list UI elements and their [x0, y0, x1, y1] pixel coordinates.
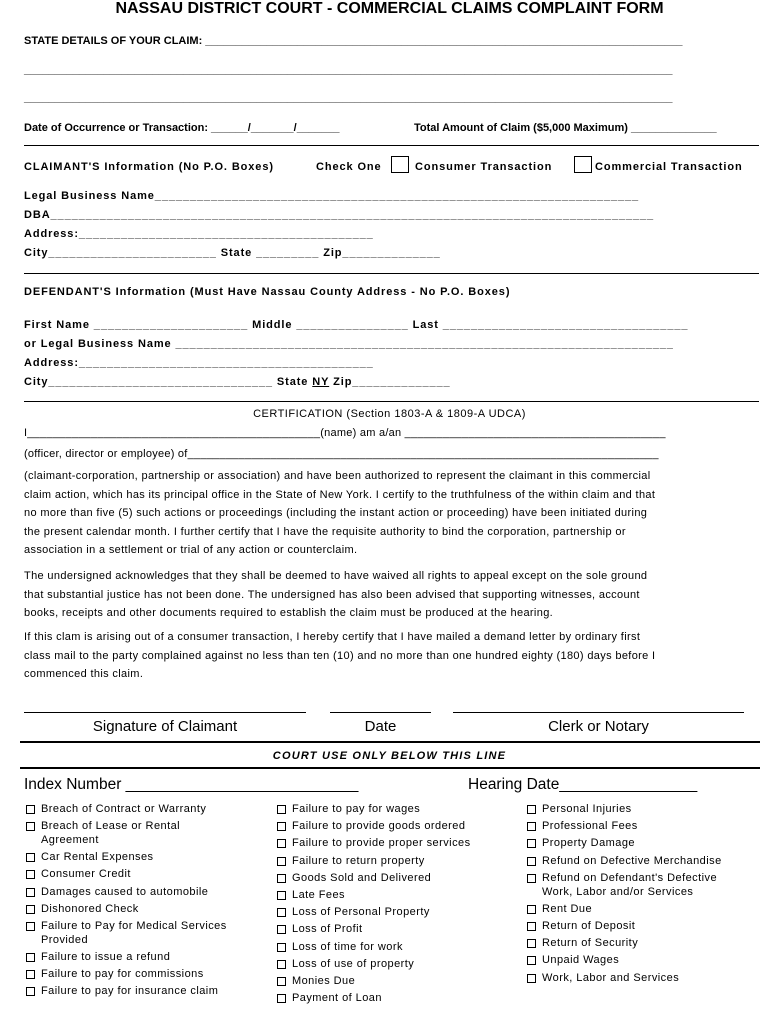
divider — [24, 145, 759, 146]
category-item[interactable]: Loss of Profit — [275, 922, 471, 939]
checkbox-icon[interactable] — [277, 925, 286, 934]
divider — [24, 273, 759, 274]
certification-paragraph-2 — [24, 567, 759, 623]
checkbox-icon[interactable] — [277, 822, 286, 831]
checkbox-icon[interactable] — [277, 977, 286, 986]
checkbox-icon[interactable] — [527, 974, 536, 983]
text-line: books, receipts and other documents required to establish the claim must be produced at the hearing. — [24, 607, 554, 620]
defendant-name-field[interactable]: First Name ______________________ Middle ________________ Last ___________________________________ — [24, 319, 689, 331]
checkbox-icon[interactable] — [527, 956, 536, 965]
text-line: (claimant-corporation, partnership or association) and have been authorized to represent the claimant in this commercial — [24, 470, 651, 482]
category-item[interactable]: Failure to pay for insurance claim — [24, 984, 227, 1001]
category-item[interactable]: Property Damage — [525, 836, 722, 853]
category-item[interactable]: Failure to pay for wages — [275, 802, 471, 819]
certification-heading: CERTIFICATION (Section 1803-A & 1809-A UDCA) — [253, 408, 526, 420]
certification-paragraph-3 — [24, 628, 759, 684]
checkbox-icon[interactable] — [26, 905, 35, 914]
category-item[interactable]: Late Fees — [275, 888, 471, 905]
category-item[interactable]: Payment of Loan — [275, 991, 471, 1008]
details-blank-line-1[interactable]: __________________________________________________________________________________________________________ — [24, 64, 673, 76]
certification-name-field[interactable]: I______________________________________________(name) am a/an _________________________________________ — [24, 427, 666, 439]
checkbox-icon[interactable] — [527, 805, 536, 814]
category-item[interactable]: Loss of time for work — [275, 940, 471, 957]
checkbox-icon[interactable] — [277, 857, 286, 866]
category-item[interactable]: Failure to pay for commissions — [24, 967, 227, 984]
category-item[interactable]: Breach of Contract or Warranty — [24, 802, 227, 819]
certification-paragraph-1 — [24, 467, 759, 560]
category-item[interactable]: Damages caused to automobile — [24, 885, 227, 902]
category-column-1 — [24, 802, 227, 1002]
text-line: association in a settlement or trial of any action or counterclaim. — [24, 544, 358, 557]
defendant-business-name-field[interactable]: or Legal Business Name _______________________________________________________________________ — [24, 338, 674, 350]
category-item[interactable]: Loss of use of property — [275, 957, 471, 974]
check-one-label: Check One — [316, 161, 382, 173]
state-details-field[interactable]: STATE DETAILS OF YOUR CLAIM: ______________________________________________________________________________ — [24, 35, 683, 47]
checkbox-icon[interactable] — [26, 922, 35, 931]
hearing-date-field[interactable]: Hearing Date________________ — [468, 776, 698, 793]
checkbox-icon[interactable] — [277, 943, 286, 952]
checkbox-icon[interactable] — [26, 870, 35, 879]
defendant-heading: DEFENDANT'S Information (Must Have Nassau County Address - No P.O. Boxes) — [24, 286, 511, 298]
category-item[interactable]: Failure to provide goods ordered — [275, 819, 471, 836]
checkbox-icon[interactable] — [527, 839, 536, 848]
checkbox-icon[interactable] — [26, 953, 35, 962]
divider — [24, 401, 759, 402]
total-amount-field[interactable]: Total Amount of Claim ($5,000 Maximum) ______________ — [414, 122, 717, 134]
defendant-address-field[interactable]: Address:__________________________________________ — [24, 357, 374, 369]
checkbox-icon[interactable] — [26, 853, 35, 862]
text-line: that substantial justice has not been done. The undersigned has also been advised that supporting witnesses, account — [24, 588, 640, 601]
category-item[interactable]: Refund on Defendant's Defective Work, Labor and/or Services — [525, 871, 722, 902]
date-label: Date — [364, 718, 397, 735]
category-item[interactable]: Rent Due — [525, 902, 722, 919]
category-item[interactable]: Consumer Credit — [24, 867, 227, 884]
signature-of-claimant-label: Signature of Claimant — [92, 718, 238, 735]
checkbox-icon[interactable] — [26, 970, 35, 979]
category-item[interactable]: Unpaid Wages — [525, 953, 722, 970]
checkbox-icon[interactable] — [277, 891, 286, 900]
category-item[interactable]: Personal Injuries — [525, 802, 722, 819]
checkbox-icon[interactable] — [527, 922, 536, 931]
category-item[interactable]: Failure to provide proper services — [275, 836, 471, 853]
commercial-transaction-checkbox[interactable] — [574, 156, 592, 173]
certification-officer-field[interactable]: (officer, director or employee) of__________________________________________________________________________ — [24, 448, 659, 460]
claimant-heading: CLAIMANT'S Information (No P.O. Boxes) — [24, 161, 274, 173]
legal-business-name-field[interactable]: Legal Business Name_____________________________________________________________________ — [24, 190, 640, 202]
date-of-occurrence-field[interactable]: Date of Occurrence or Transaction: ______/_______/_______ — [24, 122, 340, 134]
claimant-city-state-zip-field[interactable]: City________________________ State _________ Zip______________ — [24, 247, 441, 259]
commercial-transaction-label: Commercial Transaction — [595, 161, 743, 173]
category-item[interactable]: Breach of Lease or Rental Agreement — [24, 819, 227, 850]
claimant-signature-line[interactable] — [24, 712, 306, 713]
category-item[interactable]: Goods Sold and Delivered — [275, 871, 471, 888]
defendant-city-label: City________________________________ State — [24, 376, 313, 388]
defendant-state-value: NY — [312, 376, 330, 388]
checkbox-icon[interactable] — [277, 839, 286, 848]
checkbox-icon[interactable] — [527, 857, 536, 866]
category-item[interactable]: Failure to Pay for Medical Services Provided — [24, 919, 227, 950]
checkbox-icon[interactable] — [527, 822, 536, 831]
category-item[interactable]: Dishonored Check — [24, 902, 227, 919]
category-item[interactable]: Return of Security — [525, 936, 722, 953]
checkbox-icon[interactable] — [26, 888, 35, 897]
details-blank-line-2[interactable]: __________________________________________________________________________________________________________ — [24, 92, 673, 104]
dba-field[interactable]: DBA______________________________________________________________________________________ — [24, 209, 655, 221]
category-item[interactable]: Refund on Defective Merchandise — [525, 854, 722, 871]
text-line: no more than five (5) such actions or proceedings (including the instant action or proceeding) have been initiated during — [24, 507, 648, 520]
category-item[interactable]: Work, Labor and Services — [525, 971, 722, 988]
text-line: commenced this claim. — [24, 668, 144, 681]
form-title: NASSAU DISTRICT COURT - COMMERCIAL CLAIMS COMPLAINT FORM — [115, 0, 664, 17]
text-line: the present calendar month. I further certify that I have the requisite authority to bind the corporation, partnership or — [24, 525, 626, 538]
category-item[interactable]: Loss of Personal Property — [275, 905, 471, 922]
defendant-city-state-zip-field[interactable] — [24, 376, 451, 388]
consumer-transaction-checkbox[interactable] — [391, 156, 409, 173]
checkbox-icon[interactable] — [527, 939, 536, 948]
category-item[interactable]: Failure to return property — [275, 854, 471, 871]
checkbox-icon[interactable] — [277, 805, 286, 814]
checkbox-icon[interactable] — [277, 874, 286, 883]
clerk-signature-line[interactable] — [453, 712, 744, 713]
text-line: If this clam is arising out of a consumer transaction, I hereby certify that I have mailed a demand letter by ordinary first — [24, 631, 641, 643]
category-item[interactable]: Professional Fees — [525, 819, 722, 836]
court-use-heading: COURT USE ONLY BELOW THIS LINE — [272, 750, 507, 762]
checkbox-icon[interactable] — [277, 994, 286, 1003]
text-line: claim action, which has its principal office in the State of New York. I certify to the truthfulness of the within claim and that — [24, 488, 656, 501]
category-column-3 — [525, 802, 722, 988]
text-line: The undersigned acknowledges that they shall be deemed to have waived all rights to appeal except on the sole ground — [24, 570, 648, 582]
category-item[interactable]: Monies Due — [275, 974, 471, 991]
divider — [20, 741, 760, 743]
category-item[interactable]: Car Rental Expenses — [24, 850, 227, 867]
consumer-transaction-label: Consumer Transaction — [415, 161, 553, 173]
checkbox-icon[interactable] — [26, 822, 35, 831]
checkbox-icon[interactable] — [26, 805, 35, 814]
divider — [20, 767, 760, 769]
claimant-address-field[interactable]: Address:__________________________________________ — [24, 228, 374, 240]
checkbox-icon[interactable] — [277, 960, 286, 969]
checkbox-icon[interactable] — [26, 987, 35, 996]
defendant-zip-label: Zip______________ — [329, 376, 451, 388]
index-number-field[interactable]: Index Number ___________________________ — [24, 776, 359, 793]
category-item[interactable]: Failure to issue a refund — [24, 950, 227, 967]
clerk-or-notary-label: Clerk or Notary — [548, 718, 649, 735]
category-column-2 — [275, 802, 471, 1008]
text-line: class mail to the party complained against no less than ten (10) and no more than one hundred eighty (180) days before I — [24, 649, 656, 662]
checkbox-icon[interactable] — [527, 905, 536, 914]
checkbox-icon[interactable] — [527, 874, 536, 883]
date-signature-line[interactable] — [330, 712, 431, 713]
checkbox-icon[interactable] — [277, 908, 286, 917]
category-item[interactable]: Return of Deposit — [525, 919, 722, 936]
